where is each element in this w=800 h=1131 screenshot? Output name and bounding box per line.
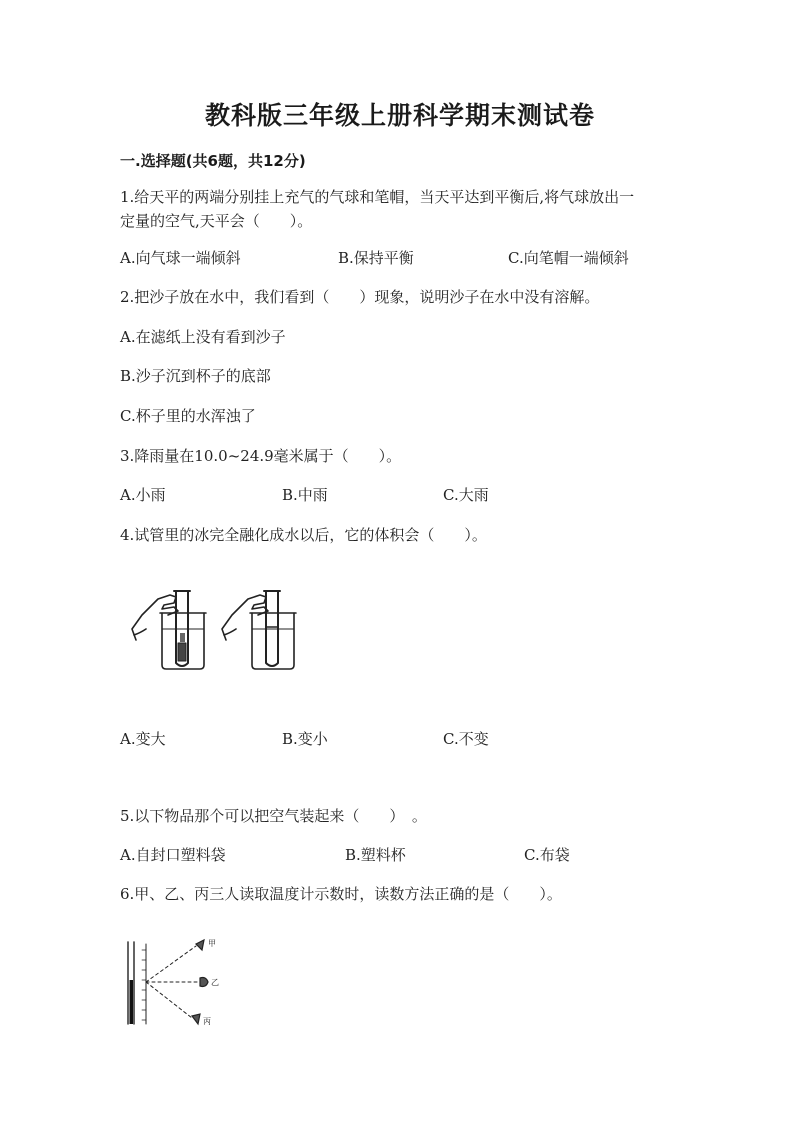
left-beaker-setup (132, 591, 206, 669)
question-5-stem: 5.以下物品那个可以把空气装起来（ ） 。 (120, 807, 427, 825)
thermometer-figure-svg (120, 938, 230, 1030)
test-tube-figure-svg (128, 585, 298, 675)
question-5-option-a[interactable]: A.自封口塑料袋 (120, 846, 226, 864)
question-2-option-a[interactable]: A.在滤纸上没有看到沙子 (120, 328, 286, 346)
question-6-stem: 6.甲、乙、丙三人读取温度计示数时，读数方法正确的是（ ）。 (120, 885, 562, 903)
question-3-option-b[interactable]: B.中雨 (282, 486, 328, 504)
page-title: 教科版三年级上册科学期末测试卷 (204, 101, 595, 130)
question-2-option-c[interactable]: C.杯子里的水浑浊了 (120, 407, 256, 425)
question-3-option-a[interactable]: A.小雨 (120, 486, 166, 504)
question-4-option-a[interactable]: A.变大 (120, 730, 166, 748)
thermometer-reading-illustration (120, 938, 230, 1030)
question-1-stem-line-2: 定量的空气,天平会（ ）。 (120, 212, 313, 230)
label-jia: 甲 (208, 939, 216, 948)
question-3-option-c[interactable]: C.大雨 (443, 486, 489, 504)
test-tube-in-beaker-illustration (128, 585, 298, 675)
label-yi: 乙 (211, 978, 219, 987)
section-heading: 一.选择题(共6题，共12分) (120, 152, 306, 170)
question-1-stem-line-1: 1.给天平的两端分别挂上充气的气球和笔帽，当天平达到平衡后,将气球放出一 (120, 188, 635, 206)
question-3-stem: 3.降雨量在10.0~24.9毫米属于（ ）。 (120, 447, 402, 465)
question-4-option-b[interactable]: B.变小 (282, 730, 328, 748)
question-1-option-b[interactable]: B.保持平衡 (338, 249, 414, 267)
question-2-stem: 2.把沙子放在水中，我们看到（ ）现象，说明沙子在水中没有溶解。 (120, 288, 600, 306)
question-4-option-c[interactable]: C.不变 (443, 730, 489, 748)
question-5-option-b[interactable]: B.塑料杯 (345, 846, 406, 864)
label-bing: 丙 (203, 1017, 211, 1026)
question-1-option-c[interactable]: C.向笔帽一端倾斜 (508, 249, 629, 267)
right-beaker-setup (222, 591, 296, 669)
question-1-option-a[interactable]: A.向气球一端倾斜 (120, 249, 241, 267)
question-2-option-b[interactable]: B.沙子沉到杯子的底部 (120, 367, 271, 385)
question-5-option-c[interactable]: C.布袋 (524, 846, 570, 864)
question-4-stem: 4.试管里的冰完全融化成水以后，它的体积会（ ）。 (120, 526, 487, 544)
